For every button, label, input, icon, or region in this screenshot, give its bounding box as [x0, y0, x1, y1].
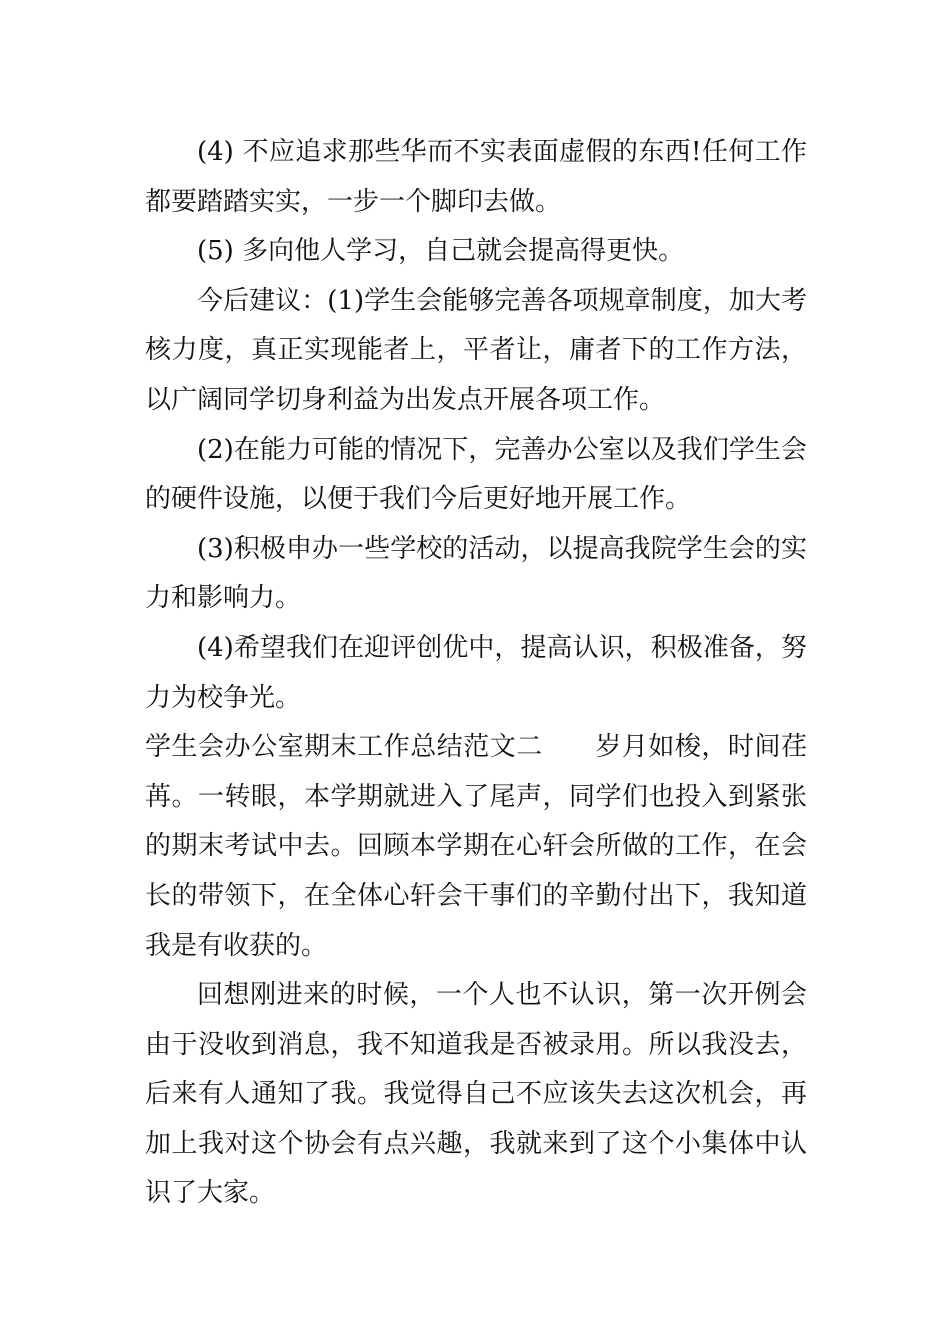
paragraph-item-5: (5) 多向他人学习，自己就会提高得更快。 [197, 236, 685, 267]
section-title: 学生会办公室期末工作总结范文二 [145, 732, 543, 763]
paragraph-suggestions-3: (3)积极申办一些学校的活动，以提高我院学生会的实力和影响力。 [145, 533, 807, 614]
section-paragraph [145, 723, 807, 971]
paragraph-suggestions-4: (4)希望我们在迎评创优中，提高认识，积极准备，努力为校争光。 [145, 632, 807, 713]
section-intro: 岁月如梭，时间荏苒。一转眼，本学期就进入了尾声，同学们也投入到紧张的期末考试中去。回顾本学期在心轩会所做的工作，在会长的带领下，在全体心轩会干事们的辛勤付出下，我知道我是有收获的。 [145, 732, 807, 961]
paragraph-item-4: (4) 不应追求那些华而不实表面虚假的东西!任何工作都要踏踏实实，一步一个脚印去做。 [145, 137, 807, 217]
paragraph-suggestions-1: 今后建议：(1)学生会能够完善各项规章制度，加大考核力度，真正实现能者上，平者让，庸者下的工作方法，以广阔同学切身利益为出发点开展各项工作。 [145, 285, 807, 415]
document-body [145, 128, 807, 1219]
paragraph-recall: 回想刚进来的时候，一个人也不认识，第一次开例会由于没收到消息，我不知道我是否被录用。所以我没去，后来有人通知了我。我觉得自己不应该失去这次机会，再加上我对这个协会有点兴趣，我就来到了这个小集体中认识了大家。 [145, 980, 807, 1209]
paragraph-suggestions-2: (2)在能力可能的情况下，完善办公室以及我们学生会的硬件设施，以便于我们今后更好地开展工作。 [145, 434, 807, 515]
